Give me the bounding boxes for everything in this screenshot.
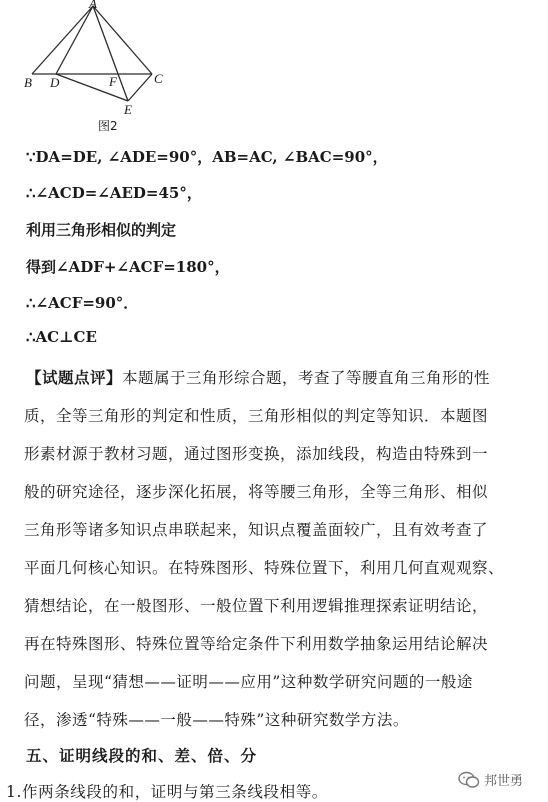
wechat-icon bbox=[458, 771, 480, 789]
section-heading: 五、证明线段的和、差、倍、分 bbox=[26, 746, 258, 765]
comment-line-6: 平面几何核心知识。在特殊图形、特殊位置下，利用几何直观观察、 bbox=[24, 559, 505, 577]
point-label-f: F bbox=[109, 74, 117, 89]
comment-line-7: 猜想结论，在一般图形、一般位置下利用逻辑推理探索证明结论， bbox=[24, 597, 489, 615]
list-item: 1.作两条线段的和，证明与第三条线段相等。 bbox=[6, 783, 328, 801]
comment-line-5: 三角形等诸多知识点串联起来，知识点覆盖面较广，且有效考查了 bbox=[24, 521, 489, 539]
watermark-text: 邦世勇 bbox=[484, 774, 524, 789]
watermark bbox=[458, 770, 523, 789]
proof-line-2: ∴∠ACD=∠AED=45°， bbox=[26, 184, 202, 202]
proof-line-1: ∵DA=DE, ∠ADE=90°，AB=AC, ∠BAC=90°， bbox=[26, 148, 388, 166]
comment-line-10: 径，渗透“特殊——一般——特殊”这种研究数学方法。 bbox=[24, 711, 409, 729]
figure-caption: 图2 bbox=[98, 119, 118, 133]
comment-line-3: 形素材源于教材习题，通过图形变换，添加线段，构造由特殊到一 bbox=[24, 445, 489, 463]
comment-text-1: 本题属于三角形综合题，考查了等腰直角三角形的性 bbox=[122, 369, 491, 387]
proof-line-5: ∴∠ACF=90°． bbox=[26, 294, 139, 312]
point-label-d: D bbox=[50, 75, 60, 90]
comment-tag: 【试题点评】 bbox=[26, 368, 123, 387]
comment-line-2: 质，全等三角形的判定和性质，三角形相似的判定等知识．本题图 bbox=[24, 407, 489, 425]
point-label-a: A bbox=[89, 0, 97, 11]
comment-line-8: 再在特殊图形、特殊位置等给定条件下利用数学抽象运用结论解决 bbox=[24, 635, 489, 653]
comment-line-1 bbox=[26, 366, 526, 388]
point-label-b: B bbox=[24, 75, 32, 90]
geometry-figure bbox=[20, 0, 180, 140]
point-label-c: C bbox=[154, 71, 163, 86]
proof-line-4: 得到∠ADF+∠ACF=180°， bbox=[26, 258, 230, 276]
proof-line-3: 利用三角形相似的判定 bbox=[26, 221, 177, 239]
point-label-e: E bbox=[124, 102, 132, 117]
comment-line-9: 问题，呈现“猜想——证明——应用”这种数学研究问题的一般途 bbox=[24, 673, 473, 691]
proof-line-6: ∴AC⊥CE bbox=[26, 328, 97, 346]
comment-line-4: 般的研究途径，逐步深化拓展，将等腰三角形，全等三角形、相似 bbox=[24, 483, 489, 501]
